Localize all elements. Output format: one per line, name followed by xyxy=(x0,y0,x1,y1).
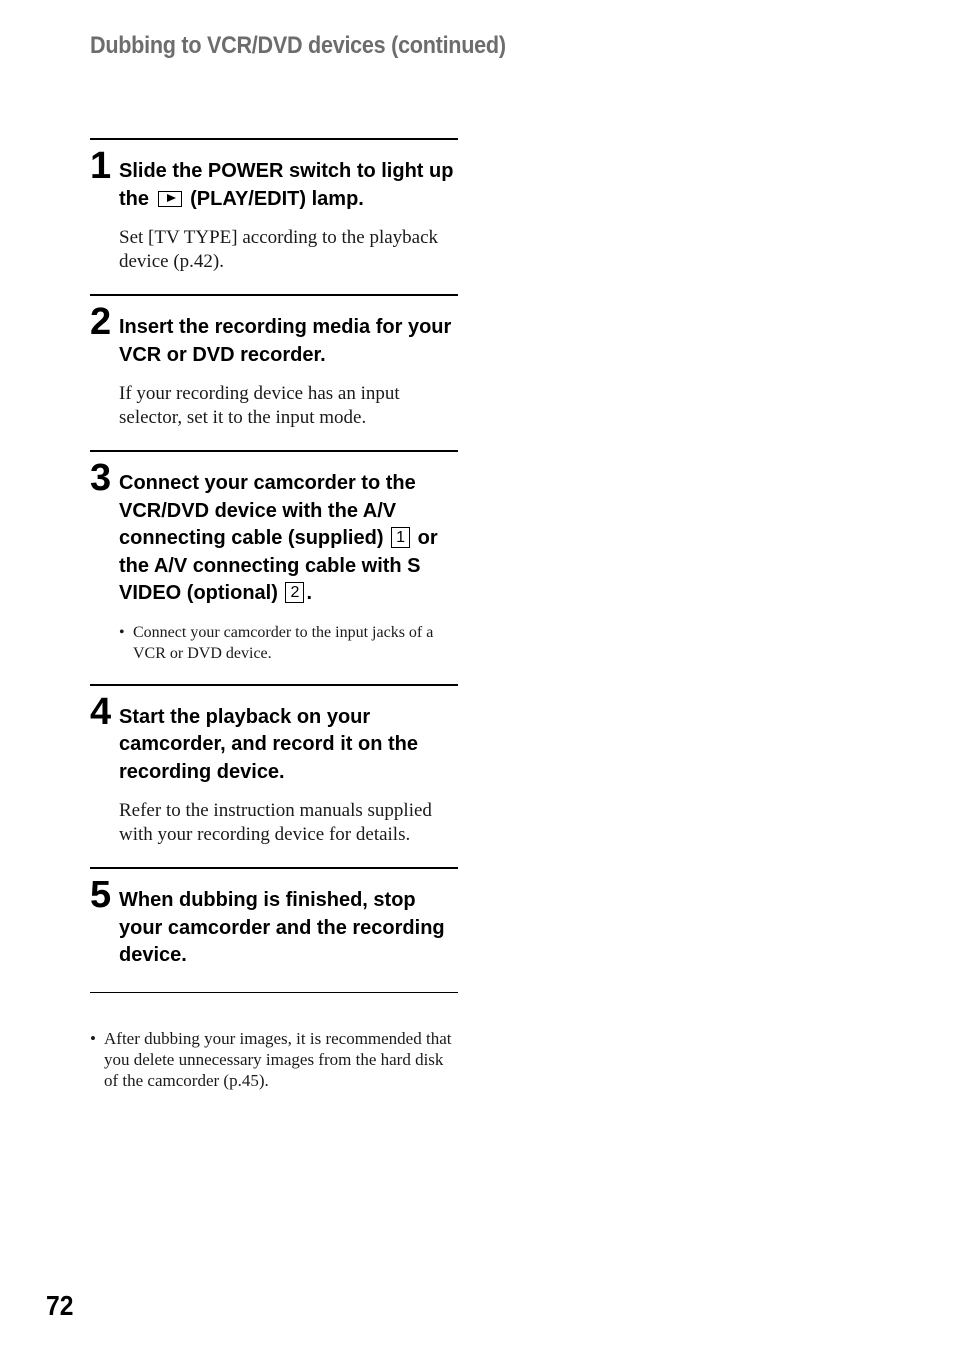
callout-number-1: 1 xyxy=(391,527,410,548)
step-5 xyxy=(90,867,458,993)
step-title-part: . xyxy=(306,582,313,604)
step-1 xyxy=(90,138,458,294)
steps-list xyxy=(90,138,458,993)
step-2 xyxy=(90,294,458,450)
step-body: Set [TV TYPE] according to the playback device (p.42). xyxy=(119,227,439,272)
step-title-part: or the A/V connecting cable with S VIDEO (optional) xyxy=(119,527,438,604)
page-header: Dubbing to VCR/DVD devices (continued) xyxy=(90,32,506,59)
step-title: When dubbing is finished, stop your camcorder and the recording device. xyxy=(119,889,445,966)
note-item: • After dubbing your images, it is recommended that you delete unnecessary images from the hard disk of the camcorder (p.45). xyxy=(90,1028,458,1091)
step-title-part: Slide the POWER switch to light up the xyxy=(119,160,454,210)
note-list xyxy=(90,1028,458,1091)
callout-number-2: 2 xyxy=(285,582,304,603)
step-body: If your recording device has an input selector, set it to the input mode. xyxy=(119,383,400,428)
step-title-part: (PLAY/EDIT) lamp. xyxy=(190,187,364,210)
step-number: 1 xyxy=(90,145,112,187)
step-title xyxy=(119,470,458,608)
step-number: 5 xyxy=(90,874,112,916)
step-number: 3 xyxy=(90,457,112,499)
bullet-item: • Connect your camcorder to the input jacks of a VCR or DVD device. xyxy=(119,622,458,664)
step-title: Insert the recording media for your VCR or DVD recorder. xyxy=(119,316,452,366)
step-title-part: Connect your camcorder to the VCR/DVD device with the A/V connecting cable (supplied) xyxy=(119,472,416,549)
page-number: 72 xyxy=(46,1290,74,1321)
step-title: Start the playback on your camcorder, and record it on the recording device. xyxy=(119,705,418,783)
step-title xyxy=(119,158,458,213)
step-body: Refer to the instruction manuals supplied with your recording device for details. xyxy=(119,800,432,845)
step-4 xyxy=(90,684,458,868)
step-number: 2 xyxy=(90,301,112,343)
step-bullets xyxy=(119,622,458,664)
play-edit-icon xyxy=(158,191,182,207)
step-number: 4 xyxy=(90,690,112,733)
step-3 xyxy=(90,450,458,684)
